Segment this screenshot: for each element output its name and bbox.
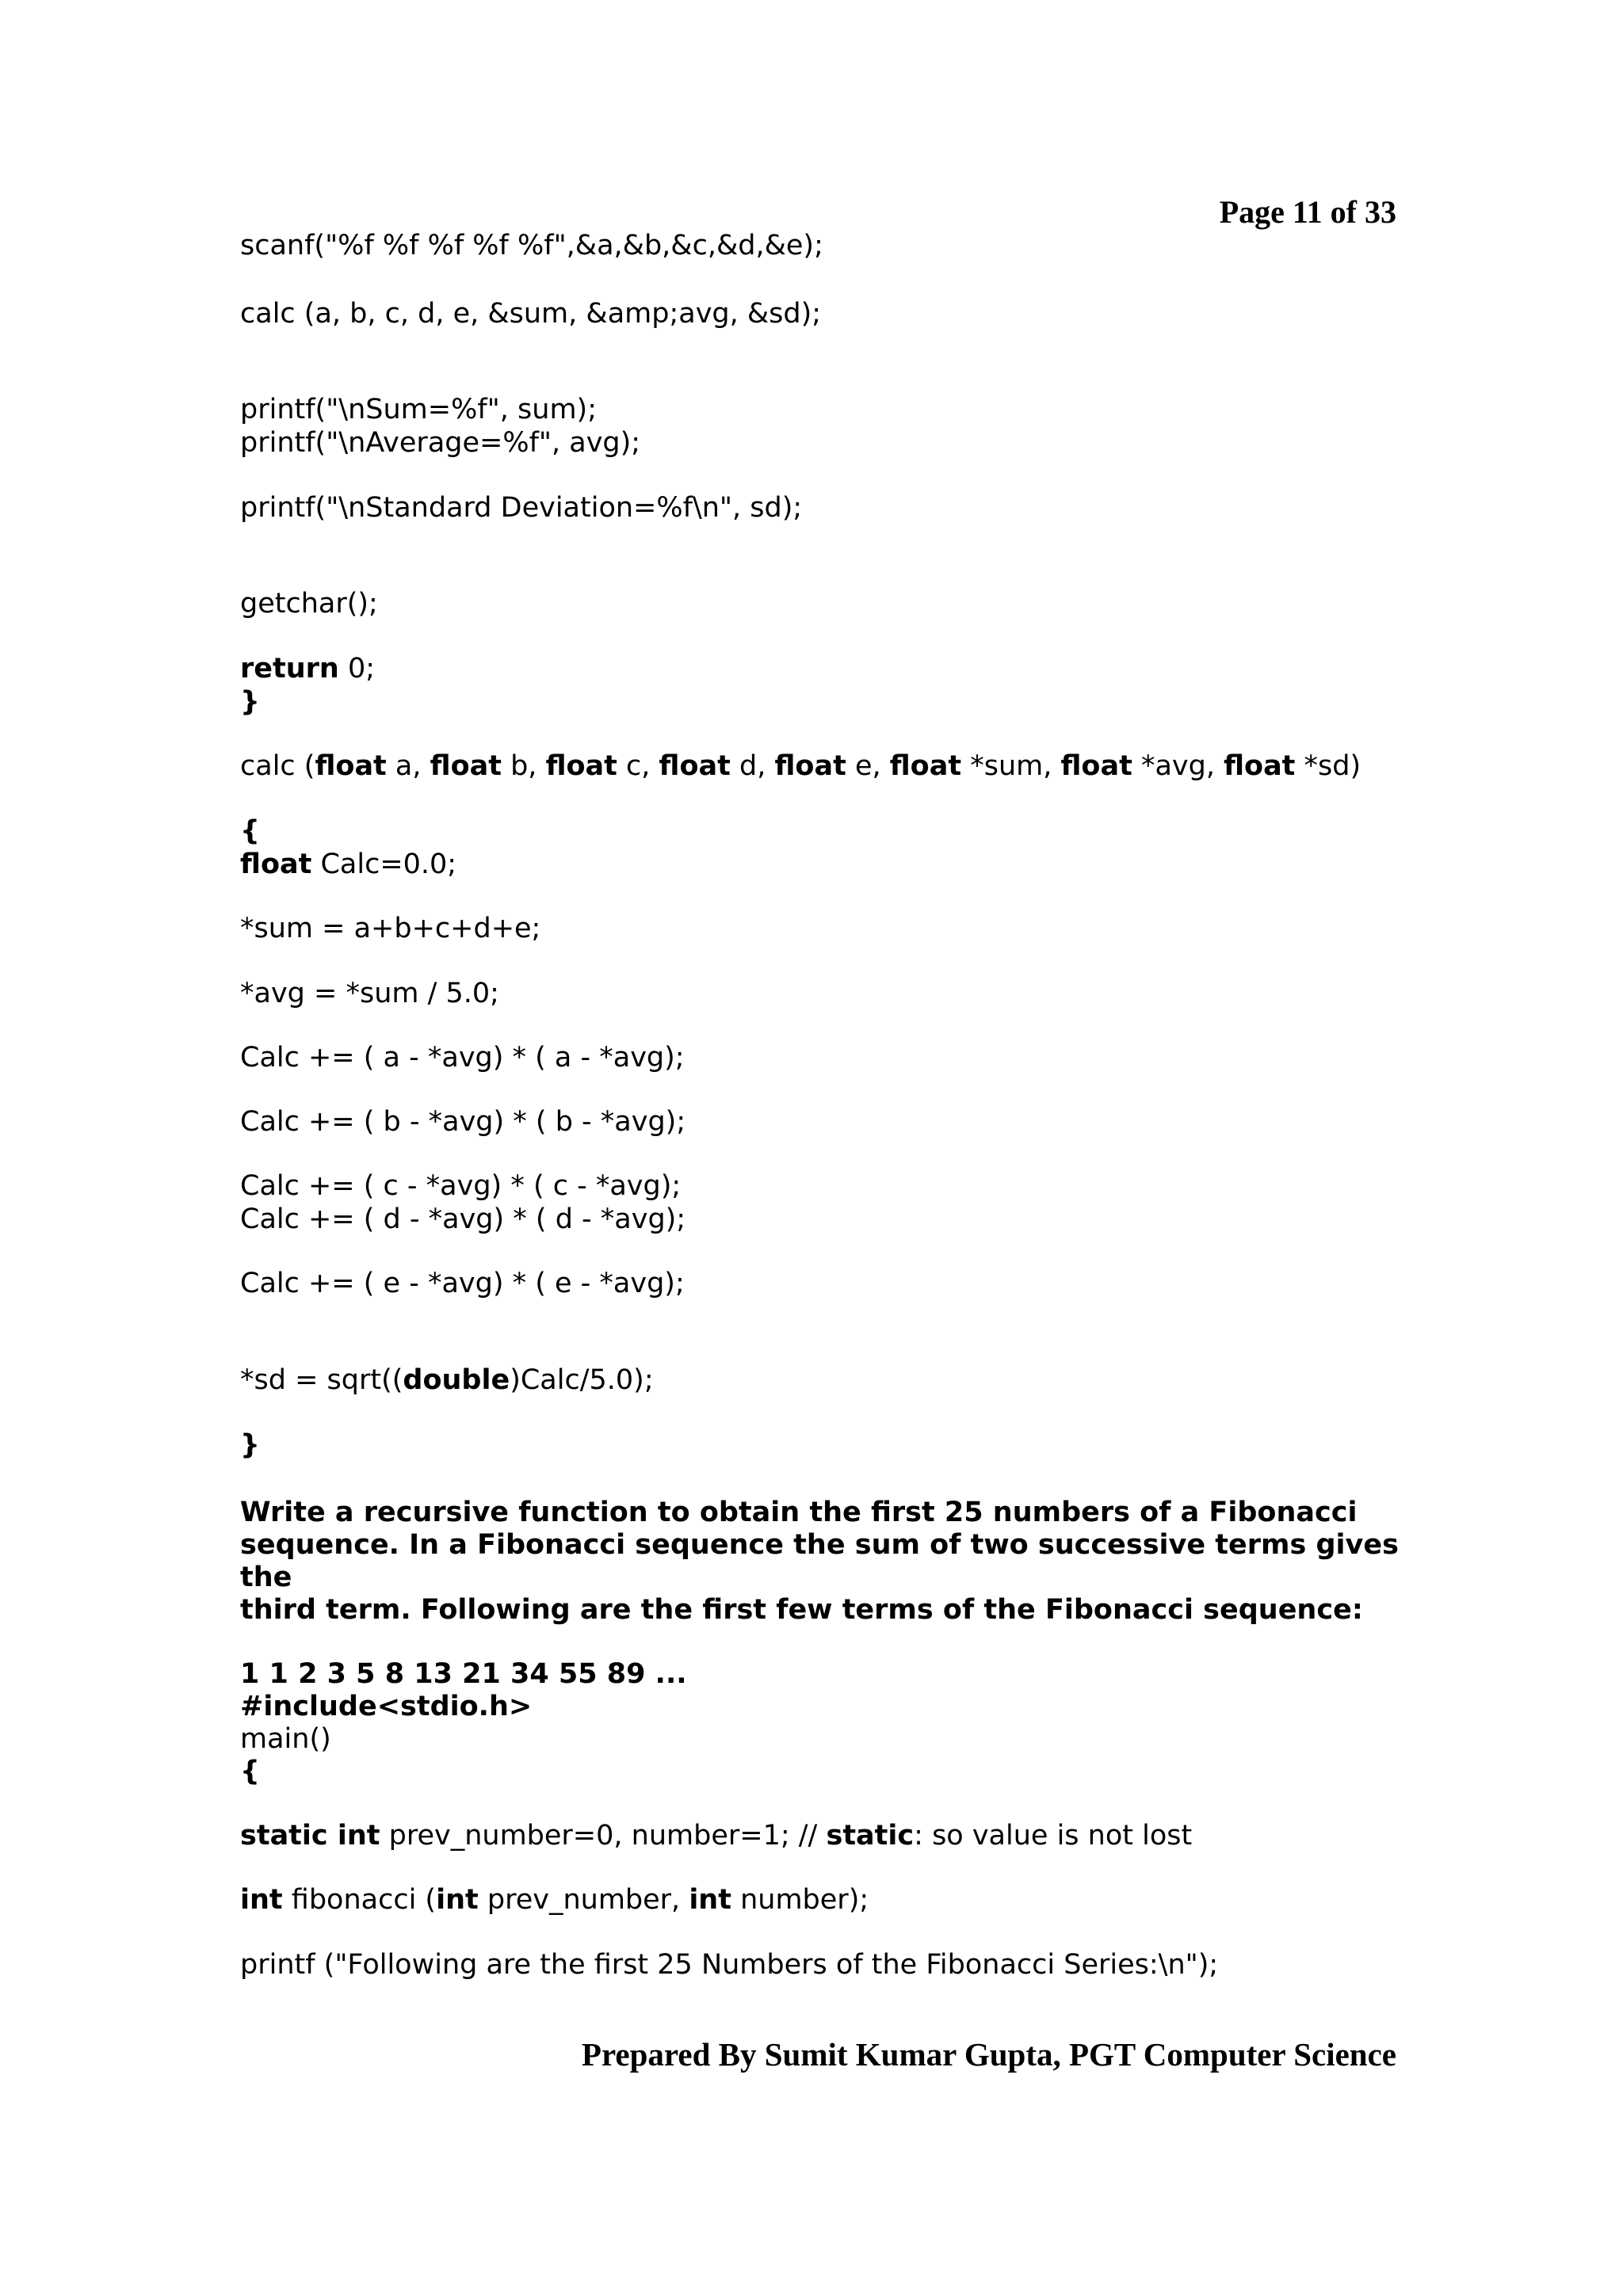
code-line-calc-c: Calc += ( c - *avg) * ( c - *avg); bbox=[240, 1170, 682, 1202]
code-line-sd bbox=[240, 1363, 654, 1397]
code-line-calc-d: Calc += ( d - *avg) * ( d - *avg); bbox=[240, 1203, 686, 1235]
keyword: float bbox=[315, 750, 387, 782]
code-text: )Calc/5.0); bbox=[510, 1364, 654, 1396]
code-text: prev_number, bbox=[478, 1884, 689, 1916]
code-text: 0; bbox=[338, 653, 376, 685]
keyword: int bbox=[689, 1884, 731, 1916]
code-line-printf-avg: printf("\nAverage=%f", avg); bbox=[240, 427, 641, 459]
code-text: *avg, bbox=[1132, 750, 1224, 782]
keyword: float bbox=[240, 849, 312, 880]
opening-brace: { bbox=[240, 815, 260, 847]
code-text: b, bbox=[501, 750, 546, 782]
code-text: d, bbox=[730, 750, 775, 782]
code-text: prev_number=0, number=1; // bbox=[380, 1820, 827, 1852]
code-line-calc-b: Calc += ( b - *avg) * ( b - *avg); bbox=[240, 1106, 686, 1138]
question-line: Write a recursive function to obtain the first 25 numbers of a Fibonacci bbox=[240, 1497, 1358, 1528]
code-line-sum: *sum = a+b+c+d+e; bbox=[240, 913, 541, 944]
code-line-main: main() bbox=[240, 1723, 331, 1755]
code-line-open-brace bbox=[240, 814, 260, 848]
code-line-static-decl bbox=[240, 1819, 1192, 1852]
opening-brace: { bbox=[240, 1756, 260, 1787]
code-text: number); bbox=[731, 1884, 869, 1916]
closing-brace: } bbox=[240, 1429, 260, 1461]
closing-brace: } bbox=[240, 686, 260, 718]
code-text: *sum, bbox=[961, 750, 1061, 782]
code-line-return bbox=[240, 652, 375, 685]
code-text: a, bbox=[386, 750, 430, 782]
keyword: int bbox=[240, 1884, 283, 1916]
keyword: float bbox=[1060, 750, 1132, 782]
code-line-printf-sum: printf("\nSum=%f", sum); bbox=[240, 394, 597, 425]
code-text: Calc=0.0; bbox=[311, 849, 457, 880]
keyword: float bbox=[1224, 750, 1296, 782]
question-line: third term. Following are the first few terms of the Fibonacci sequence: bbox=[240, 1594, 1363, 1626]
code-text: fibonacci ( bbox=[282, 1884, 437, 1916]
keyword: float bbox=[430, 750, 502, 782]
keyword: float bbox=[889, 750, 962, 782]
code-line-calc-signature bbox=[240, 749, 1361, 783]
code-line-calc-e: Calc += ( e - *avg) * ( e - *avg); bbox=[240, 1268, 685, 1299]
code-line-calc-call: calc (a, b, c, d, e, &sum, &amp;avg, &sd); bbox=[240, 298, 822, 330]
code-line-printf-sd: printf("\nStandard Deviation=%f\n", sd); bbox=[240, 492, 803, 524]
code-comment: : so value is not lost bbox=[914, 1820, 1193, 1852]
code-line-float-decl bbox=[240, 848, 456, 881]
code-line-close-main bbox=[240, 685, 260, 719]
keyword: float bbox=[545, 750, 617, 782]
keyword: float bbox=[659, 750, 731, 782]
fibonacci-sequence: 1 1 2 3 5 8 13 21 34 55 89 ... bbox=[240, 1658, 687, 1690]
keyword: float bbox=[774, 750, 846, 782]
code-line-scanf: scanf("%f %f %f %f %f",&a,&b,&c,&d,&e); bbox=[240, 230, 823, 261]
code-text: e, bbox=[846, 750, 890, 782]
page-number: Page 11 of 33 bbox=[1219, 194, 1396, 230]
code-text: c, bbox=[617, 750, 659, 782]
question-line: sequence. In a Fibonacci sequence the sum of two successive terms gives bbox=[240, 1529, 1399, 1561]
question-line: the bbox=[240, 1562, 292, 1593]
keyword: static int bbox=[240, 1820, 380, 1852]
code-line-calc-a: Calc += ( a - *avg) * ( a - *avg); bbox=[240, 1042, 685, 1074]
code-line-printf-fib: printf ("Following are the first 25 Numbers of the Fibonacci Series:\n"); bbox=[240, 1949, 1219, 1981]
code-text: *sd = sqrt(( bbox=[240, 1364, 403, 1396]
keyword: int bbox=[436, 1884, 479, 1916]
code-line-avg: *avg = *sum / 5.0; bbox=[240, 978, 499, 1009]
code-text: *sd) bbox=[1295, 750, 1361, 782]
include-line: #include<stdio.h> bbox=[240, 1691, 533, 1722]
code-line-getchar: getchar(); bbox=[240, 588, 378, 620]
keyword: return bbox=[240, 653, 339, 685]
footer-credit: Prepared By Sumit Kumar Gupta, PGT Computer Science bbox=[581, 2036, 1396, 2073]
code-line-open-brace-main bbox=[240, 1755, 260, 1788]
code-line-close-calc bbox=[240, 1428, 260, 1462]
code-line-fib-prototype bbox=[240, 1883, 869, 1917]
keyword: double bbox=[403, 1364, 510, 1396]
code-text: calc ( bbox=[240, 750, 315, 782]
keyword: static bbox=[826, 1820, 915, 1852]
